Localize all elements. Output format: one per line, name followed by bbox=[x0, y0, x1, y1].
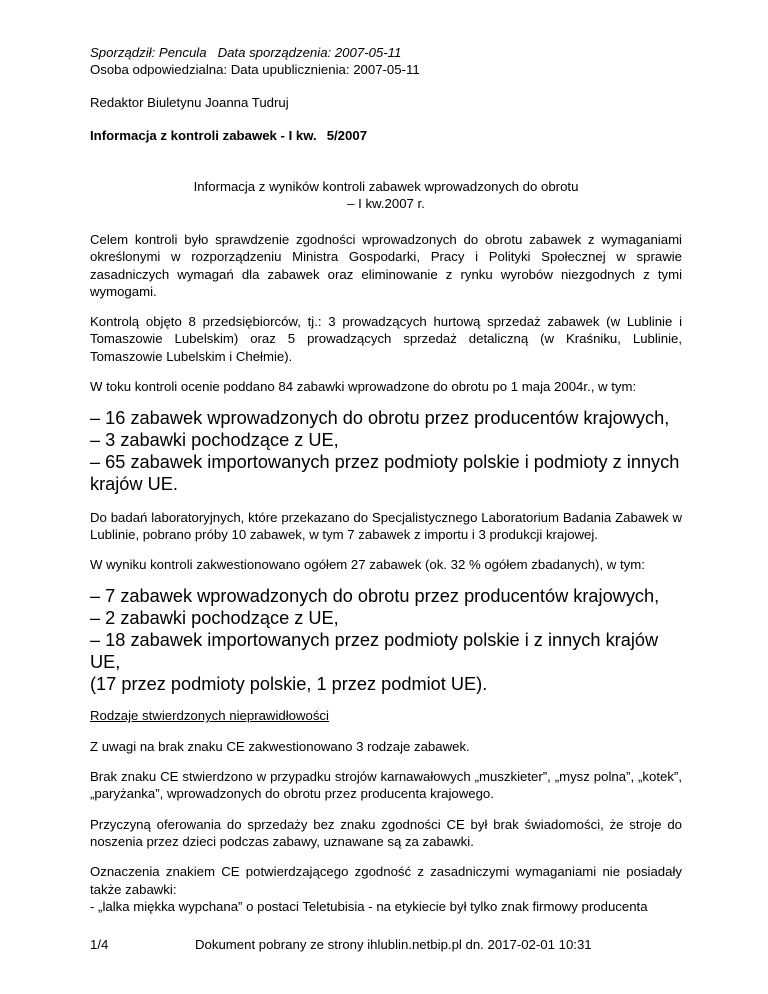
paragraph-costumes: Brak znaku CE stwierdzono w przypadku strojów karnawałowych „muszkieter”, „mysz polna”, „kotek”, „paryżanka”, wprowadzonych do obrotu przez producenta krajowego. bbox=[90, 769, 682, 802]
download-source: Dokument pobrany ze strony ihlublin.netbip.pl dn. 2017-02-01 10:31 bbox=[195, 937, 592, 952]
paragraph-purpose: Celem kontroli było sprawdzenie zgodności wprowadzonych do obrotu zabawek z wymaganiami określonymi w rozporządzeniu Ministra Gospodarki, Pracy i Polityki Społecznej w sprawie zasadniczych wymagań dla zabawek oraz eliminowanie z rynku wyrobów niezgodnych z tymi wymogami. bbox=[90, 232, 682, 299]
list-item: (17 przez podmioty polskie, 1 przez podmiot UE). bbox=[90, 673, 488, 694]
report-subtitle bbox=[90, 178, 682, 212]
document-title bbox=[90, 127, 682, 144]
list-item: – 18 zabawek importowanych przez podmioty polskie i z innych krajów UE, bbox=[90, 630, 659, 672]
paragraph-ce-count: Z uwagi na brak znaku CE zakwestionowano 3 rodzaje zabawek. bbox=[90, 738, 470, 754]
editor-line: Redaktor Biuletynu Joanna Tudruj bbox=[90, 95, 289, 110]
paragraph-teletubby: - „lalka miękka wypchana” o postaci Teletubisia - na etykiecie był tylko znak firmowy producenta bbox=[90, 898, 648, 914]
paragraph-assessed: W toku kontroli ocenie poddano 84 zabawki wprowadzone do obrotu po 1 maja 2004r., w tym: bbox=[90, 379, 637, 395]
list-item: – 65 zabawek importowanych przez podmioty polskie i podmioty z innych krajów UE. bbox=[90, 451, 680, 494]
prepared-by: Sporządził: Penculа bbox=[90, 45, 207, 60]
responsible-line: Osoba odpowiedzialna: Data upublicznienia: 2007-05-11 bbox=[90, 62, 420, 77]
page-footer bbox=[90, 936, 682, 953]
subtitle-line-2: – I kw.2007 r. bbox=[347, 196, 425, 211]
page-number: 1/4 bbox=[90, 937, 109, 952]
section-heading: Rodzaje stwierdzonych nieprawidłowości bbox=[90, 708, 329, 724]
paragraph-no-ce: Oznaczenia znakiem CE potwierdzającego zgodność z zasadniczymi wymaganiami nie posiadały także zabawki: bbox=[90, 864, 682, 897]
document-number: 5/2007 bbox=[326, 128, 368, 143]
paragraph-lab-tests: Do badań laboratoryjnych, które przekazano do Specjalistycznego Laboratorium Badania Zabawek w Lublinie, pobrano próby 10 zabawek, w tym 7 zabawek z importu i 3 produkcji krajowej. bbox=[90, 509, 682, 542]
prepared-line bbox=[90, 44, 682, 61]
document-title-text: Informacja z kontroli zabawek - I kw. bbox=[90, 128, 317, 143]
prepared-date: Data sporządzenia: 2007-05-11 bbox=[217, 45, 402, 60]
assessed-toys-list bbox=[90, 408, 682, 495]
list-item: – 2 zabawki pochodzące z UE, bbox=[90, 608, 339, 629]
list-item: – 7 zabawek wprowadzonych do obrotu przez producentów krajowych, bbox=[90, 586, 660, 607]
document-page bbox=[90, 0, 682, 915]
paragraph-questioned: W wyniku kontroli zakwestionowano ogółem 27 zabawek (ok. 32 % ogółem zbadanych), w tym: bbox=[90, 557, 645, 573]
subtitle-line-1: Informacja z wyników kontroli zabawek wprowadzonych do obrotu bbox=[193, 179, 579, 194]
list-item: – 3 zabawki pochodzące z UE, bbox=[90, 430, 339, 451]
questioned-toys-list bbox=[90, 586, 682, 695]
list-item: – 16 zabawek wprowadzonych do obrotu przez producentów krajowych, bbox=[90, 408, 670, 429]
paragraph-scope: Kontrolą objęto 8 przedsiębiorców, tj.: 3 prowadzących hurtową sprzedaż zabawek (w Lublinie i Tomaszowie Lubelskim) oraz 5 prowadzących sprzedaż detaliczną (w Kraśniku, Lublinie, Tomaszowie Lubelskim i Chełmie). bbox=[90, 314, 682, 364]
paragraph-cause: Przyczyną oferowania do sprzedaży bez znaku zgodności CE był brak świadomości, że stroje do noszenia przez dzieci podczas zabawy, uznawane są za zabawki. bbox=[90, 816, 682, 849]
